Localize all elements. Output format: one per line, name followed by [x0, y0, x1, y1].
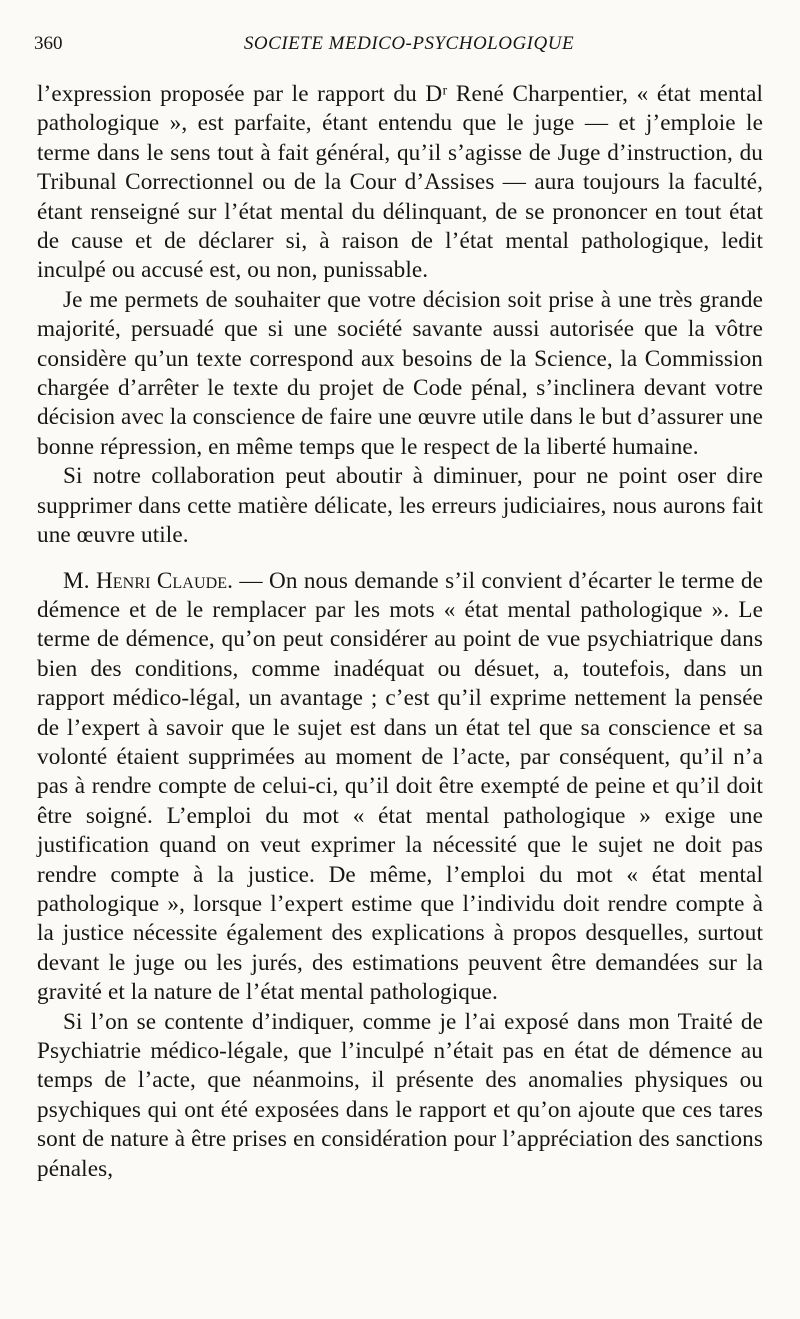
running-title: SOCIETE MEDICO-PSYCHOLOGIQUE: [243, 33, 575, 54]
paragraph-speaker-claude: [37, 567, 763, 1008]
paragraph: Si notre collaboration peut aboutir à diminuer, pour ne point oser dire supprimer dans cette matière délicate, les erreurs judiciaires, nous aurons fait une œuvre utile.: [37, 463, 763, 549]
speaker-text: — On nous demande s’il convient d’écarter le terme de démence et de le remplacer par les mots « état mental pathologique ». Le terme de démence, qu’on peut considérer au point de vue psychiatrique dans bien des conditions, comme inadéquat ou désuet, a, toutefois, dans un rapport médico-légal, un avantage ; c’est qu’il exprime nettement la pensée de l’expert à savoir que le sujet est dans un état tel que sa conscience et sa volonté étaient supprimées au moment de l’acte, par conséquent, qu’il n’a pas à rendre compte de celui-ci, qu’il doit être exempté de peine et qu’il doit être soigné. L’emploi du mot « état mental pathologique » exige une justification quand on veut exprimer la nécessité que le sujet ne doit pas rendre compte à la justice. De même, l’emploi du mot « état mental pathologique », lorsque l’expert estime que l’individu doit rendre compte à la justice nécessite également des explications à propos desquelles, surtout devant le juge ou les jurés, des estimations peuvent être demandées sur la gravité et la nature de l’état mental pathologique.: [37, 567, 764, 1006]
paragraph: Je me permets de souhaiter que votre décision soit prise à une très grande majorité, persuadé que si une société savante aussi autorisée que la vôtre considère qu’un texte correspond aux besoins de la Science, la Commission chargée d’arrêter le texte du projet de Code pénal, s’inclinera devant votre décision avec la conscience de faire une œuvre utile dans le but d’assurer une bonne répression, en même temps que le respect de la liberté humaine.: [37, 286, 763, 460]
speaker-name: M. Henri Claude.: [63, 567, 234, 594]
body-text: [37, 80, 763, 1184]
page-number: 360: [34, 33, 63, 54]
paragraph: Si l’on se contente d’indiquer, comme je l’ai exposé dans mon Traité de Psychiatrie médico-légale, que l’inculpé n’était pas en état de démence au temps de l’acte, que néanmoins, il présente des anomalies physiques ou psychiques qui ont été exposées dans le rapport et qu’on ajoute que ces tares sont de nature à être prises en considération pour l’appréciation des sanctions pénales,: [37, 1008, 763, 1182]
page-header: [34, 31, 764, 57]
paragraph-continuation: l’expression proposée par le rapport du Dʳ René Charpentier, « état mental pathologique », est parfaite, étant entendu que le juge — et j’emploie le terme dans le sens tout à fait général, qu’il s’agisse de Juge d’instruction, du Tribunal Correctionnel ou de la Cour d’Assises — aura toujours la faculté, étant renseigné sur l’état mental du délinquant, de se prononcer en tout état de cause et de déclarer si, à raison de l’état mental pathologique, ledit inculpé ou accusé est, ou non, punissable.: [37, 81, 763, 284]
